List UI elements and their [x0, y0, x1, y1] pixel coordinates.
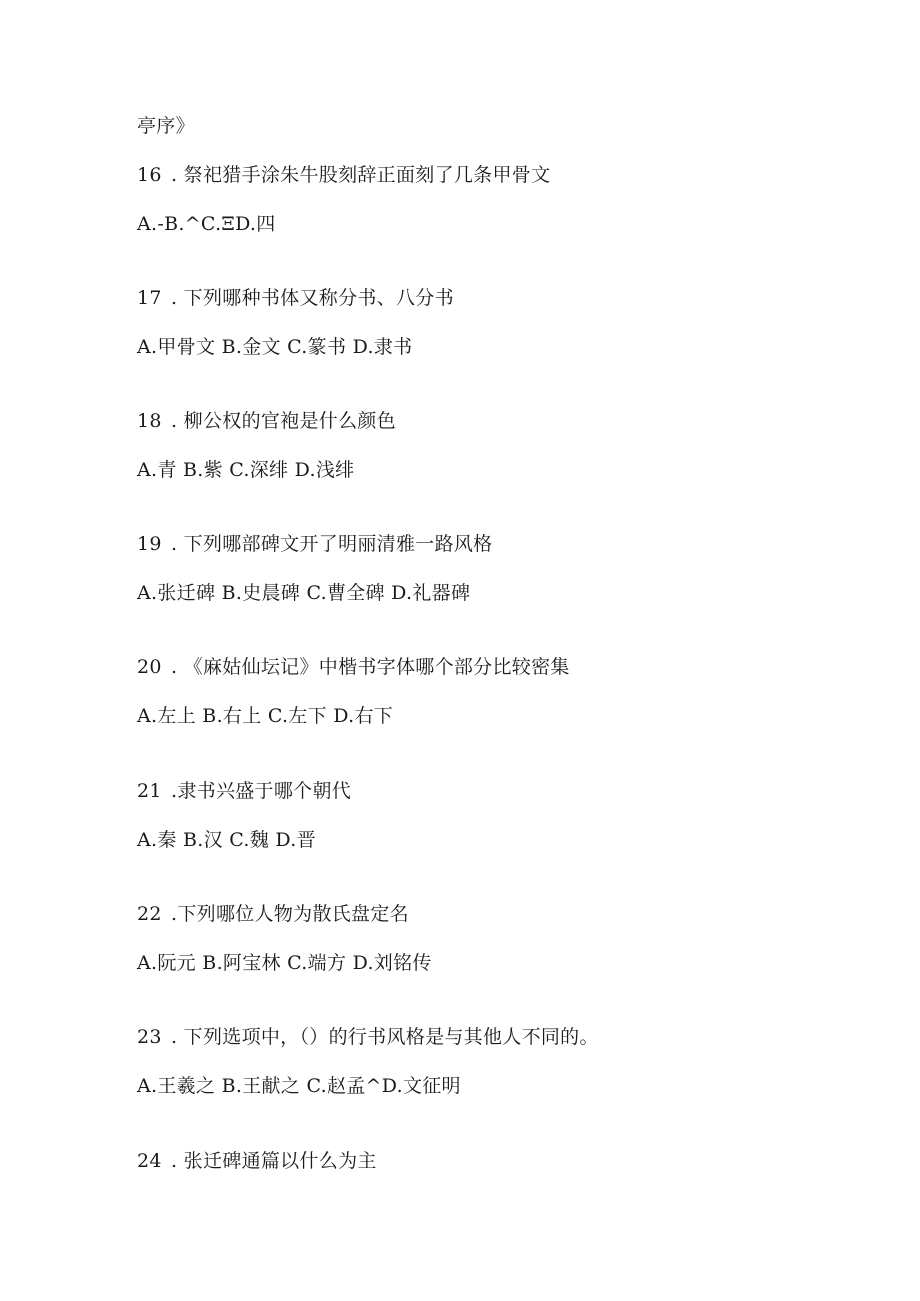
question-text: .隶书兴盛于哪个朝代	[171, 780, 352, 802]
question-text: . 张迁碑通篇以什么为主	[171, 1150, 377, 1172]
question-number: 22	[137, 903, 162, 925]
question-text: . 《麻姑仙坛记》中楷书字体哪个部分比较密集	[171, 656, 570, 678]
question-number: 17	[137, 287, 162, 309]
question-20-options: A.左上 B.右上 C.左下 D.右下	[137, 705, 394, 727]
question-23	[137, 1025, 599, 1049]
question-number: 16	[137, 164, 162, 186]
question-20	[137, 655, 570, 679]
question-21-options: A.秦 B.汉 C.魏 D.晋	[137, 829, 316, 851]
question-18	[137, 409, 396, 433]
question-21	[137, 779, 351, 803]
question-19-options: A.张迁碑 B.史晨碑 C.曹全碑 D.礼器碑	[137, 582, 471, 604]
question-text: . 柳公权的官袍是什么颜色	[171, 410, 396, 432]
question-text: .下列哪位人物为散氏盘定名	[171, 903, 409, 925]
question-text: . 下列哪种书体又称分书、八分书	[171, 287, 454, 309]
question-18-options: A.青 B.紫 C.深绯 D.浅绯	[137, 459, 355, 481]
question-16	[137, 163, 550, 187]
question-number: 24	[137, 1150, 162, 1172]
question-number: 21	[137, 780, 162, 802]
question-24	[137, 1149, 377, 1173]
question-19	[137, 532, 492, 556]
question-text: . 祭祀猎手涂朱牛股刻辞正面刻了几条甲骨文	[171, 164, 551, 186]
question-16-options: A.-B.^C.ΞD.四	[137, 213, 276, 235]
question-number: 18	[137, 410, 162, 432]
question-text: . 下列哪部碑文开了明丽清雅一路风格	[171, 533, 493, 555]
question-number: 19	[137, 533, 162, 555]
question-23-options: A.王羲之 B.王献之 C.赵孟^D.文征明	[137, 1075, 461, 1097]
question-number: 20	[137, 656, 162, 678]
question-17	[137, 286, 454, 310]
question-number: 23	[137, 1026, 162, 1048]
question-17-options: A.甲骨文 B.金文 C.篆书 D.隶书	[137, 336, 413, 358]
question-text: . 下列选项中，（）的行书风格是与其他人不同的。	[171, 1026, 599, 1048]
question-22	[137, 902, 409, 926]
question-22-options: A.阮元 B.阿宝林 C.端方 D.刘铭传	[137, 952, 432, 974]
header-fragment: 亭序》	[137, 115, 195, 137]
